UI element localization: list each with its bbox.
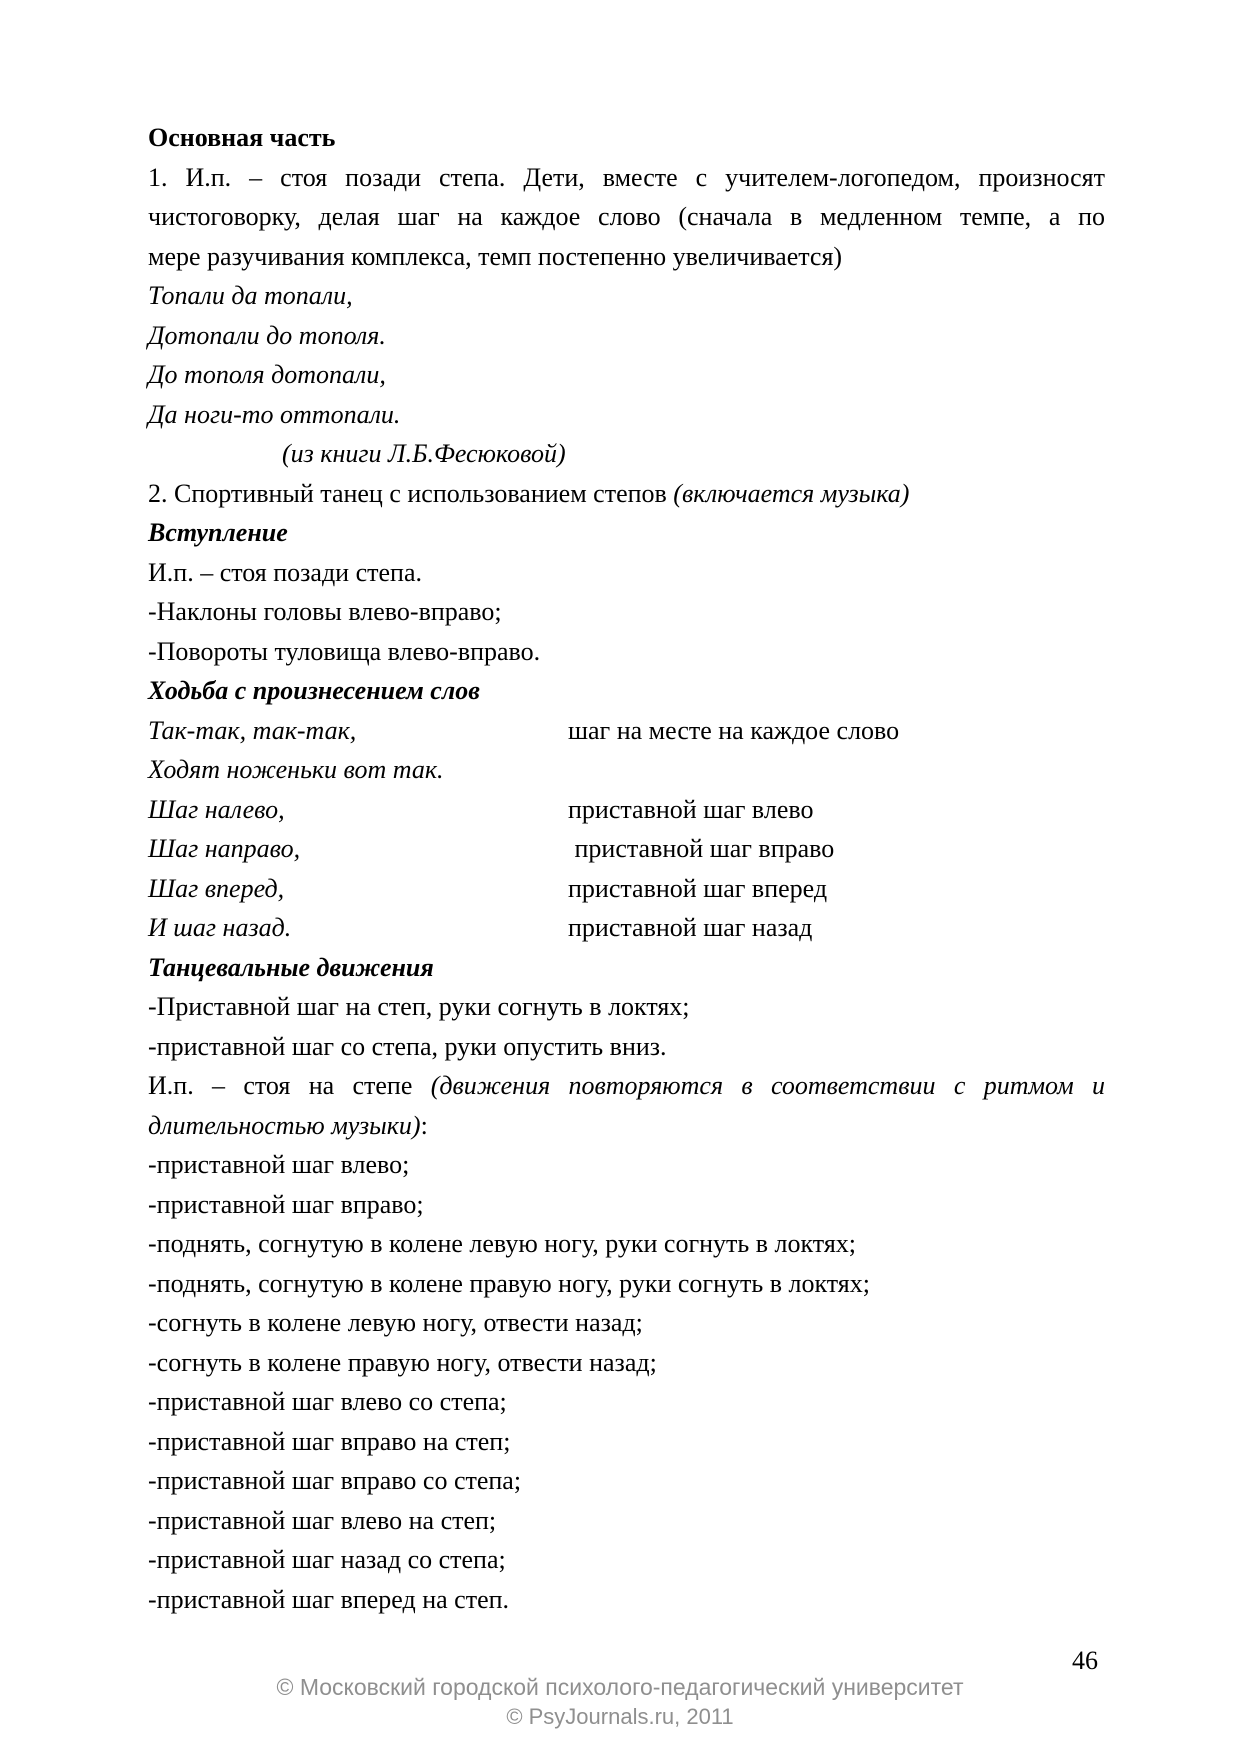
walking-row-instruction: приставной шаг назад (568, 913, 813, 942)
dance-step: -приставной шаг назад со степа; (148, 1545, 506, 1574)
page-number: 46 (1072, 1646, 1098, 1675)
copyright-university: © Московский городской психолого-педагогический университет (276, 1674, 964, 1700)
verse-line: Да ноги-то оттопали. (148, 399, 401, 429)
dance-step: -приставной шаг вправо на степ; (148, 1426, 511, 1456)
walking-row (148, 829, 1105, 869)
item-2-line (148, 474, 1105, 514)
dance-step: -приставной шаг влево; (148, 1150, 410, 1179)
attribution: (из книги Л.Б.Фесюковой) (282, 439, 566, 468)
dance-intro-line: -приставной шаг со степа, руки опустить вниз. (148, 1031, 667, 1061)
dance-step: -приставной шаг влево со степа; (148, 1387, 507, 1416)
ip-on-step-text: : (420, 1110, 428, 1140)
starting-position-line: И.п. – стоя позади степа. (148, 557, 422, 587)
section-heading: Основная часть (148, 123, 336, 152)
copyright-psyjournals: © PsyJournals.ru, 2011 (506, 1704, 734, 1729)
warmup-line: -Наклоны головы влево-вправо; (148, 597, 502, 626)
walking-row-verse: Ходят ноженьки вот так. (148, 755, 444, 784)
walking-row-verse: Шаг вперед, (148, 873, 285, 903)
verse-line: До тополя дотопали, (148, 360, 386, 389)
intro-paragraph-line: чистоговорку, делая шаг на каждое слово (сначала в медленном темпе, а по (148, 202, 1105, 231)
intro-paragraph-line: мере разучивания комплекса, темп постепенно увеличивается) (148, 241, 843, 271)
walking-row-instruction: приставной шаг влево (568, 794, 814, 824)
walking-row (148, 790, 1105, 830)
walking-row (148, 908, 1105, 948)
walking-row-verse: Шаг налево, (148, 794, 285, 824)
dance-step: -приставной шаг вправо со степа; (148, 1466, 522, 1495)
dance-step: -приставной шаг вперед на степ. (148, 1584, 510, 1614)
ip-on-step-note: длительностью музыки) (148, 1110, 421, 1140)
intro-paragraph-line: 1. И.п. – стоя позади степа. Дети, вместе с учителем-логопедом, произносят (148, 162, 1105, 192)
ip-on-step-line (148, 1066, 1105, 1106)
ip-on-step-text: И.п. – стоя на степе (148, 1071, 431, 1100)
walking-row-verse: Шаг направо, (148, 834, 301, 863)
dance-step: -согнуть в колене правую ногу, отвести назад; (148, 1347, 657, 1377)
item-2-music-note: (включается музыка) (673, 478, 910, 508)
dance-intro-line: -Приставной шаг на степ, руки согнуть в локтях; (148, 992, 690, 1021)
subheading-walking: Ходьба с произнесением слов (148, 676, 480, 705)
subheading-dance: Танцевальные движения (148, 952, 434, 982)
warmup-line: -Повороты туловища влево-вправо. (148, 636, 541, 666)
walking-row (148, 711, 1105, 751)
dance-step: -поднять, согнутую в колене правую ногу, руки согнуть в локтях; (148, 1268, 870, 1298)
dance-step: -согнуть в колене левую ногу, отвести назад; (148, 1308, 643, 1337)
subheading-vstuplenie: Вступление (148, 518, 288, 547)
walking-row-instruction: приставной шаг вперед (568, 873, 828, 903)
verse-line: Топали да топали, (148, 281, 353, 310)
verse-line: Дотопали до тополя. (148, 320, 386, 350)
walking-row-instruction: приставной шаг вправо (568, 834, 835, 863)
ip-on-step-line (148, 1106, 1105, 1146)
item-2-text: 2. Спортивный танец с использованием степов (148, 478, 674, 508)
dance-step: -приставной шаг влево на степ; (148, 1505, 497, 1535)
walking-row-verse: Так-так, так-так, (148, 715, 357, 745)
walking-row (148, 750, 1105, 790)
document-body (148, 118, 1105, 1619)
dance-step: -поднять, согнутую в колене левую ногу, руки согнуть в локтях; (148, 1229, 857, 1258)
walking-row (148, 869, 1105, 909)
walking-row-instruction: шаг на месте на каждое слово (568, 715, 900, 745)
walking-row-verse: И шаг назад. (148, 913, 292, 942)
dance-step: -приставной шаг вправо; (148, 1189, 424, 1219)
ip-on-step-note: (движения повторяются в соответствии с ритмом и (430, 1071, 1105, 1100)
